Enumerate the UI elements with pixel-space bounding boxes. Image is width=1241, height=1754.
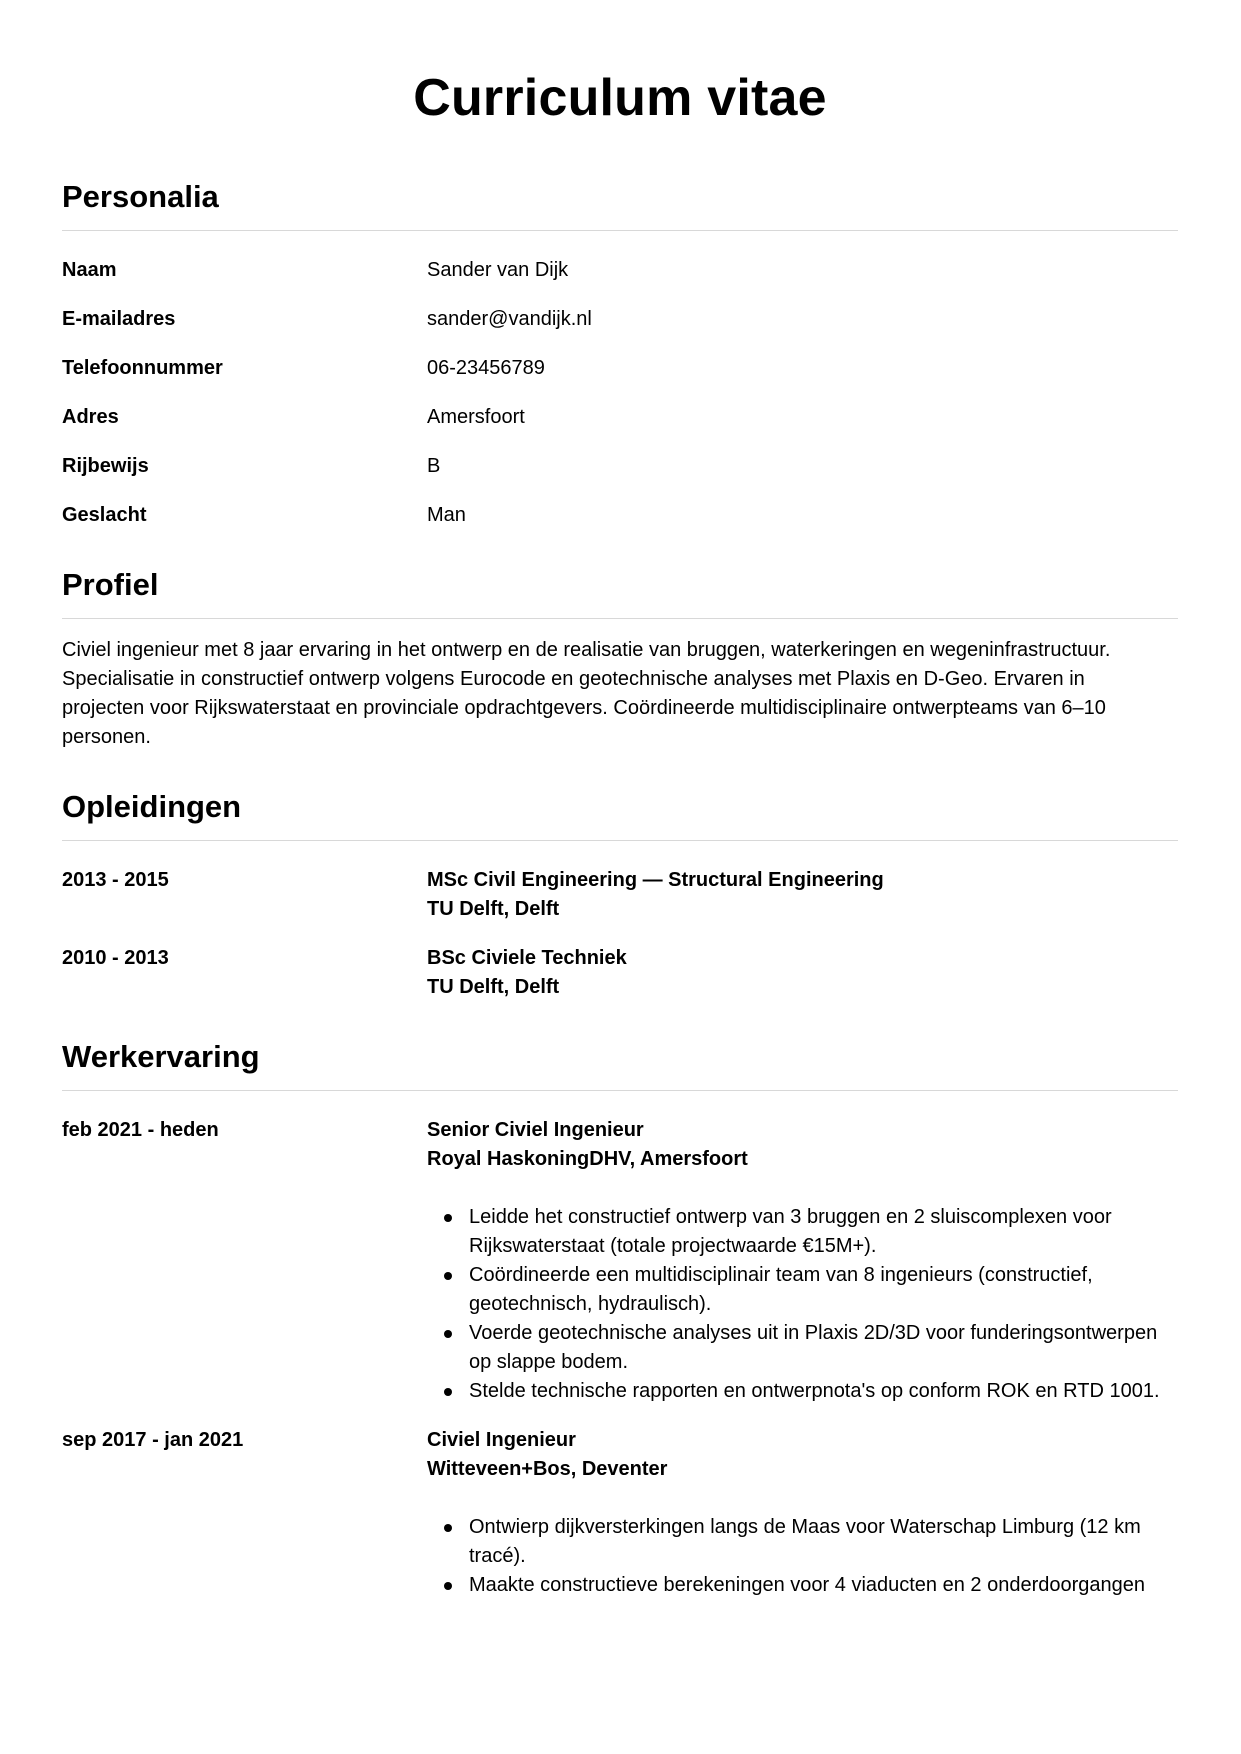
education-details <box>427 944 1178 1002</box>
personalia-value: Sander van Dijk <box>427 259 569 281</box>
work-title: Senior Civiel Ingenieur <box>427 1119 644 1141</box>
work-heading <box>427 1426 1178 1484</box>
cv-page <box>62 0 1178 1620</box>
personalia-label: Rijbewijs <box>62 455 149 477</box>
personalia-value: B <box>427 455 441 477</box>
education-institution: TU Delft, Delft <box>427 898 560 920</box>
education-entry <box>62 944 1178 1002</box>
personalia-row-naam <box>62 256 1178 285</box>
personalia-label: Adres <box>62 406 119 428</box>
work-bullet: Coördineerde een multidisciplinair team van 8 ingenieurs (constructief, geotechnisch, hydraulisch). <box>427 1261 1178 1319</box>
personalia-label: Naam <box>62 259 117 281</box>
personalia-value: 06-23456789 <box>427 357 545 379</box>
work-details <box>427 1426 1178 1600</box>
work-bullet: Leidde het constructief ontwerp van 3 bruggen en 2 sluiscomplexen voor Rijkswaterstaat (totale projectwaarde €15M+). <box>427 1203 1178 1261</box>
werkervaring-section <box>62 1039 1178 1600</box>
work-bullet-list <box>427 1513 1178 1600</box>
work-entry <box>62 1116 1178 1406</box>
work-title: Civiel Ingenieur <box>427 1429 576 1451</box>
work-entry <box>62 1426 1178 1600</box>
work-company: Witteveen+Bos, Deventer <box>427 1458 668 1480</box>
section-heading-profiel: Profiel <box>62 567 1178 619</box>
work-bullet: Ontwierp dijkversterkingen langs de Maas voor Waterschap Limburg (12 km tracé). <box>427 1513 1178 1571</box>
personalia-row-rijbewijs <box>62 452 1178 481</box>
section-heading-werkervaring: Werkervaring <box>62 1039 1178 1091</box>
education-list <box>62 866 1178 1002</box>
education-entry <box>62 866 1178 924</box>
personalia-list <box>62 256 1178 530</box>
work-period: sep 2017 - jan 2021 <box>62 1429 244 1451</box>
personalia-row-adres <box>62 403 1178 432</box>
education-details <box>427 866 1178 924</box>
work-bullet: Voerde geotechnische analyses uit in Plaxis 2D/3D voor funderingsontwerpen op slappe bodem. <box>427 1319 1178 1377</box>
personalia-value: sander@vandijk.nl <box>427 308 592 330</box>
personalia-row-telefoon <box>62 354 1178 383</box>
education-title: MSc Civil Engineering — Structural Engineering <box>427 869 884 891</box>
personalia-section <box>62 179 1178 530</box>
section-heading-personalia: Personalia <box>62 179 1178 231</box>
work-bullet-list <box>427 1203 1178 1406</box>
work-period: feb 2021 - heden <box>62 1119 219 1141</box>
work-heading <box>427 1116 1178 1174</box>
work-details <box>427 1116 1178 1406</box>
personalia-value: Man <box>427 504 466 526</box>
personalia-row-email <box>62 305 1178 334</box>
work-list <box>62 1116 1178 1600</box>
opleidingen-section <box>62 789 1178 1002</box>
personalia-label: E-mailadres <box>62 308 176 330</box>
profile-text: Civiel ingenieur met 8 jaar ervaring in het ontwerp en de realisatie van bruggen, waterkeringen en wegeninfrastructuur. Specialisatie in constructief ontwerp volgens Eurocode en geotechnische analyses met Plaxis en D-Geo. Ervaren in projecten voor Rijkswaterstaat en provinciale opdrachtgevers. Coördineerde multidisciplinaire ontwerpteams van 6–10 personen. <box>62 639 1111 748</box>
education-institution: TU Delft, Delft <box>427 976 560 998</box>
section-heading-opleidingen: Opleidingen <box>62 789 1178 841</box>
personalia-label: Telefoonnummer <box>62 357 223 379</box>
personalia-label: Geslacht <box>62 504 147 526</box>
work-company: Royal HaskoningDHV, Amersfoort <box>427 1148 748 1170</box>
work-bullet: Stelde technische rapporten en ontwerpnota's op conform ROK en RTD 1001. <box>427 1377 1178 1406</box>
document-title: Curriculum vitae <box>413 69 827 127</box>
education-period: 2010 - 2013 <box>62 947 169 969</box>
personalia-value: Amersfoort <box>427 406 525 428</box>
education-period: 2013 - 2015 <box>62 869 169 891</box>
work-bullet: Maakte constructieve berekeningen voor 4 viaducten en 2 onderdoorgangen <box>427 1571 1178 1600</box>
education-title: BSc Civiele Techniek <box>427 947 627 969</box>
personalia-row-geslacht <box>62 501 1178 530</box>
profiel-section <box>62 567 1178 752</box>
